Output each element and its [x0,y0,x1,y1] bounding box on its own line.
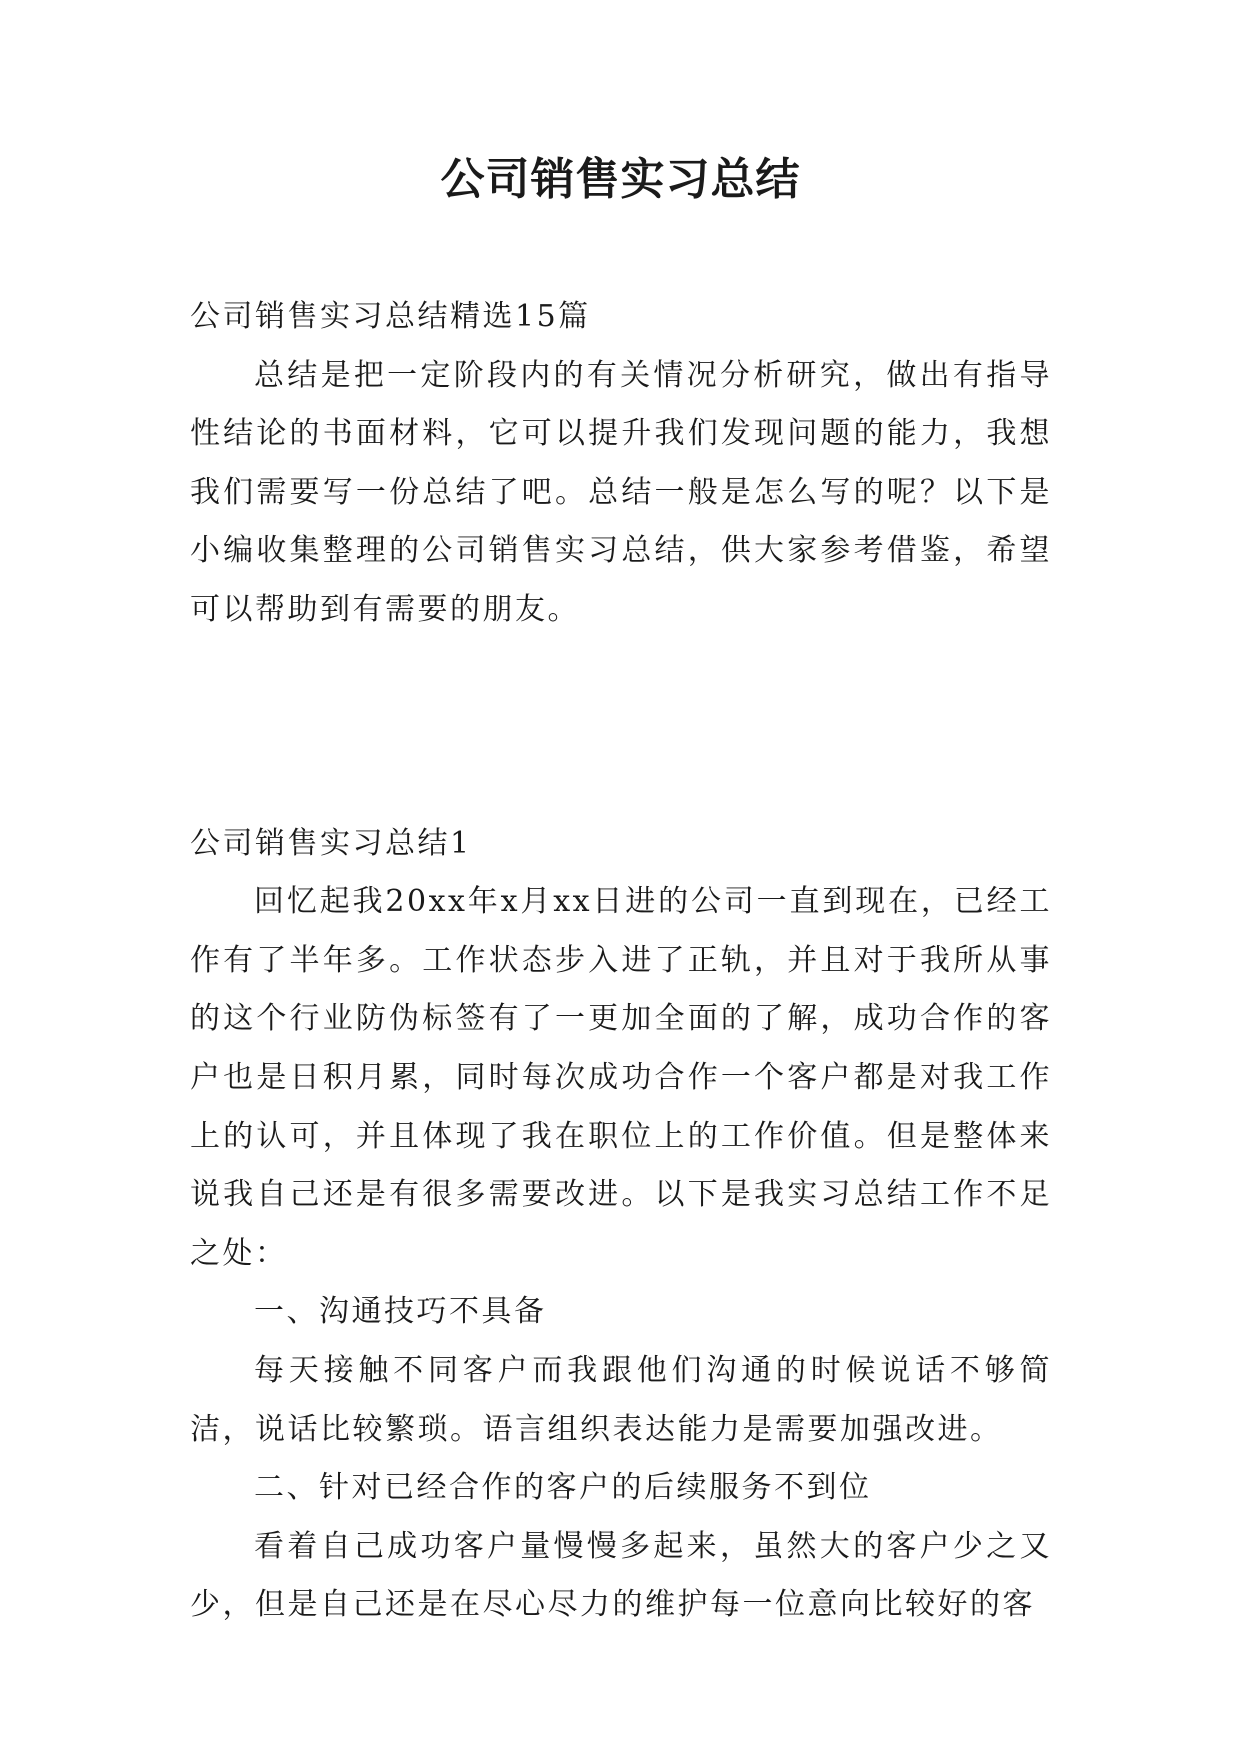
document-subtitle: 公司销售实习总结精选15篇 [190,299,591,334]
point-paragraph: 看着自己成功客户量慢慢多起来，虽然大的客户少之又少，但是自己还是在尽心尽力的维护每一位意向比较好的客 [190,1528,1052,1623]
point-heading: 一、沟通技巧不具备 [254,1294,547,1330]
intro-paragraph: 总结是把一定阶段内的有关情况分析研究，做出有指导性结论的书面材料，它可以提升我们发现问题的能力，我想我们需要写一份总结了吧。总结一般是怎么写的呢？以下是小编收集整理的公司销售实习总结，供大家参考借鉴，希望可以帮助到有需要的朋友。 [190,357,1052,627]
document-body [190,288,1052,1635]
section-heading: 公司销售实习总结1 [190,825,472,861]
document-title: 公司销售实习总结 [440,154,801,205]
section-paragraph: 回忆起我20xx年x月xx日进的公司一直到现在，已经工作有了半年多。工作状态步入进了正轨，并且对于我所从事的这个行业防伪标签有了一更加全面的了解，成功合作的客户也是日积月累，同时每次成功合作一个客户都是对我工作上的认可，并且体现了我在职位上的工作价值。但是整体来说我自己还是有很多需要改进。以下是我实习总结工作不足之处： [190,884,1052,1271]
point-paragraph: 每天接触不同客户而我跟他们沟通的时候说话不够简洁，说话比较繁琐。语言组织表达能力是需要加强改进。 [190,1352,1052,1447]
section-spacer [190,640,1052,815]
point-heading: 二、针对已经合作的客户的后续服务不到位 [254,1470,872,1506]
